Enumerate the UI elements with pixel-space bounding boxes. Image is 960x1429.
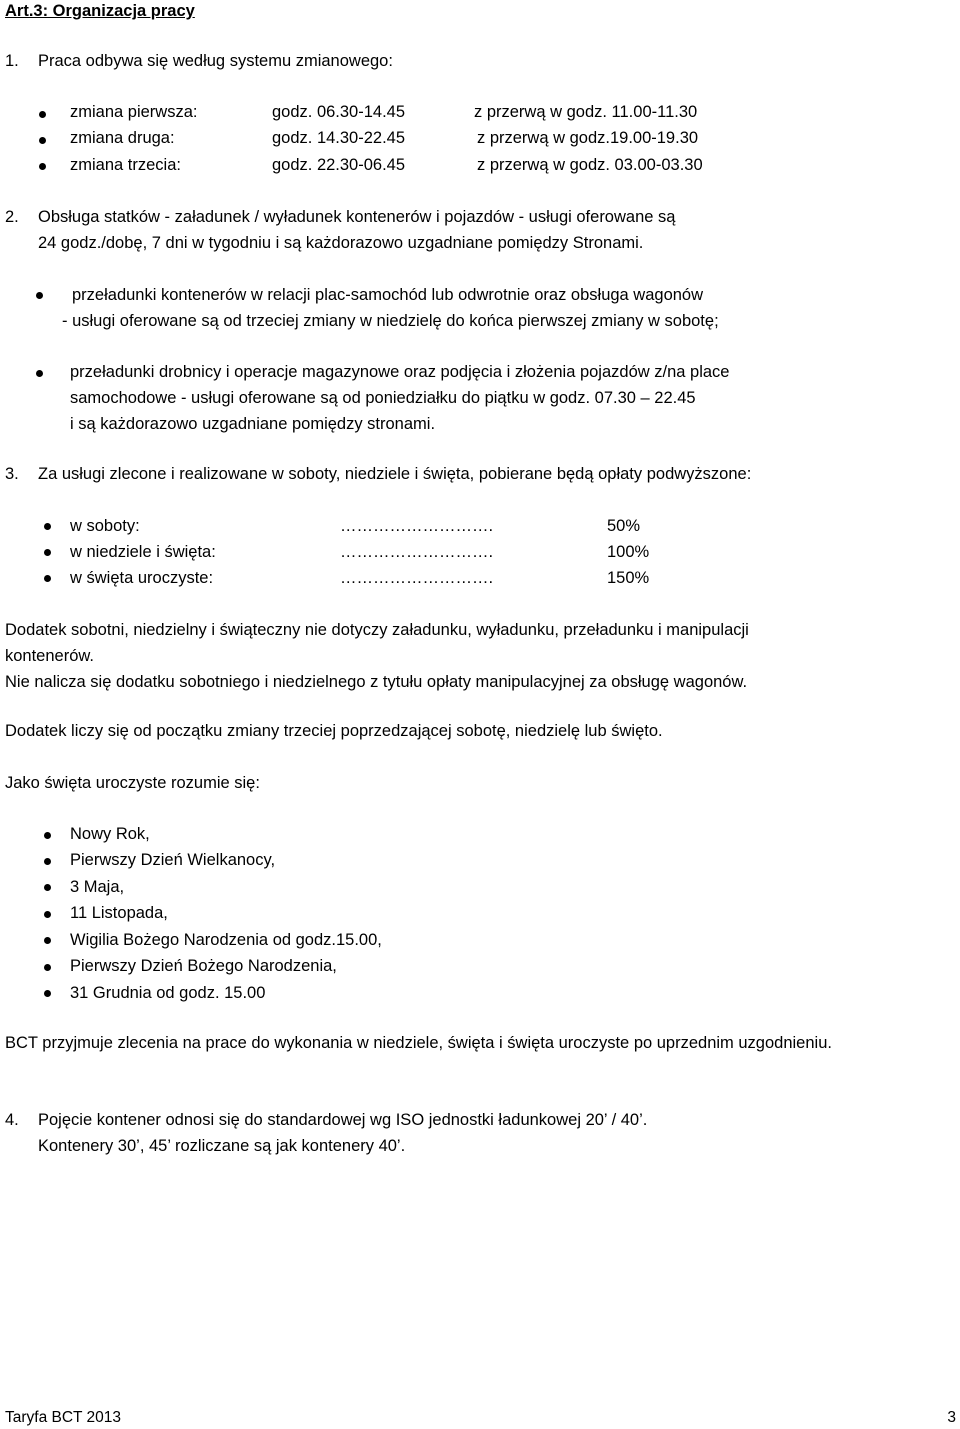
bullet-icon <box>39 111 46 118</box>
shift-name: zmiana pierwsza: <box>70 103 198 121</box>
service-item-2-line-2: samochodowe - usługi oferowane są od poniedziałku do piątku w godz. 07.30 – 22.45 <box>70 389 696 407</box>
holiday-item: 31 Grudnia od godz. 15.00 <box>70 984 266 1002</box>
service-item-2-line-1: przeładunki drobnicy i operacje magazynowe oraz podjęcia i złożenia pojazdów z/na place <box>70 363 730 381</box>
page-number: 3 <box>947 1409 956 1426</box>
holiday-item: Nowy Rok, <box>70 825 150 843</box>
footer-left: Taryfa BCT 2013 <box>5 1409 122 1426</box>
bullet-icon <box>44 884 51 891</box>
bullet-icon <box>39 137 46 144</box>
shift-name: zmiana trzecia: <box>70 156 181 174</box>
surcharge-note-1-line-2: kontenerów. <box>5 647 94 665</box>
bullet-icon <box>44 911 51 918</box>
bullet-icon <box>44 549 51 556</box>
shift-hours: godz. 06.30-14.45 <box>272 103 406 121</box>
shift-name: zmiana druga: <box>70 129 175 147</box>
surcharge-note-1-line-1: Dodatek sobotni, niedzielny i świąteczny nie dotyczy załadunku, wyładunku, przeładunku i manipulacji <box>5 621 749 639</box>
service-item-1-line-2: - usługi oferowane są od trzeciej zmiany w niedzielę do końca pierwszej zmiany w sobotę; <box>62 312 719 330</box>
section-2-number: 2. <box>5 208 19 226</box>
service-item-1-line-1: przeładunki kontenerów w relacji plac-samochód lub odwrotnie oraz obsługa wagonów <box>72 286 704 304</box>
section-4-line-1: Pojęcie kontener odnosi się do standardowej wg ISO jednostki ładunkowej 20’ / 40’. <box>38 1111 648 1129</box>
holiday-item: 3 Maja, <box>70 878 125 896</box>
bullet-icon <box>44 523 51 530</box>
section-2-line-1: Obsługa statków - załadunek / wyładunek kontenerów i pojazdów - usługi oferowane są <box>38 208 676 226</box>
holiday-item: 11 Listopada, <box>70 904 168 922</box>
holidays-heading: Jako święta uroczyste rozumie się: <box>5 774 260 792</box>
section-1-number: 1. <box>5 52 19 70</box>
acceptance-note: BCT przyjmuje zlecenia na prace do wykonania w niedziele, święta i święta uroczyste po uprzednim uzgodnieniu. <box>5 1034 832 1052</box>
shift-hours: godz. 14.30-22.45 <box>272 129 406 147</box>
bullet-icon <box>44 964 51 971</box>
surcharge-label: w święta uroczyste: <box>70 569 214 587</box>
bullet-icon <box>39 163 46 170</box>
surcharge-note-2: Nie nalicza się dodatku sobotniego i niedzielnego z tytułu opłaty manipulacyjnej za obsługę wagonów. <box>5 673 748 691</box>
bullet-icon <box>44 990 51 997</box>
holiday-item: Pierwszy Dzień Wielkanocy, <box>70 851 276 869</box>
surcharge-value: 150% <box>607 569 650 587</box>
shift-break: z przerwą w godz. 11.00-11.30 <box>474 103 698 121</box>
bullet-icon <box>36 292 43 299</box>
bullet-icon <box>44 575 51 582</box>
holiday-item: Pierwszy Dzień Bożego Narodzenia, <box>70 957 337 975</box>
shift-break: z przerwą w godz. 03.00-03.30 <box>477 156 703 174</box>
section-2-line-2: 24 godz./dobę, 7 dni w tygodniu i są każdorazowo uzgadniane pomiędzy Stronami. <box>38 234 644 252</box>
section-4-number: 4. <box>5 1111 19 1129</box>
surcharge-label: w niedziele i święta: <box>70 543 216 561</box>
surcharge-value: 100% <box>607 543 650 561</box>
surcharge-dots: ………………………. <box>340 543 494 561</box>
bullet-icon <box>44 832 51 839</box>
bullet-icon <box>44 937 51 944</box>
section-1-heading: Praca odbywa się według systemu zmianowego: <box>38 52 393 70</box>
surcharge-note-3: Dodatek liczy się od początku zmiany trzeciej poprzedzającej sobotę, niedzielę lub święto. <box>5 722 663 740</box>
section-4-line-2: Kontenery 30’, 45’ rozliczane są jak kontenery 40’. <box>38 1137 406 1155</box>
section-3-heading: Za usługi zlecone i realizowane w soboty, niedziele i święta, pobierane będą opłaty podwyższone: <box>38 465 752 483</box>
bullet-icon <box>44 858 51 865</box>
service-item-2-line-3: i są każdorazowo uzgadniane pomiędzy stronami. <box>70 415 436 433</box>
shift-hours: godz. 22.30-06.45 <box>272 156 406 174</box>
surcharge-value: 50% <box>607 517 641 535</box>
section-3-number: 3. <box>5 465 19 483</box>
shift-break: z przerwą w godz.19.00-19.30 <box>477 129 699 147</box>
holiday-item: Wigilia Bożego Narodzenia od godz.15.00, <box>70 931 382 949</box>
surcharge-label: w soboty: <box>70 517 140 535</box>
surcharge-dots: ………………………. <box>340 517 494 535</box>
surcharge-dots: ………………………. <box>340 569 494 587</box>
bullet-icon <box>36 370 43 377</box>
page-title: Art.3: Organizacja pracy <box>5 2 195 20</box>
